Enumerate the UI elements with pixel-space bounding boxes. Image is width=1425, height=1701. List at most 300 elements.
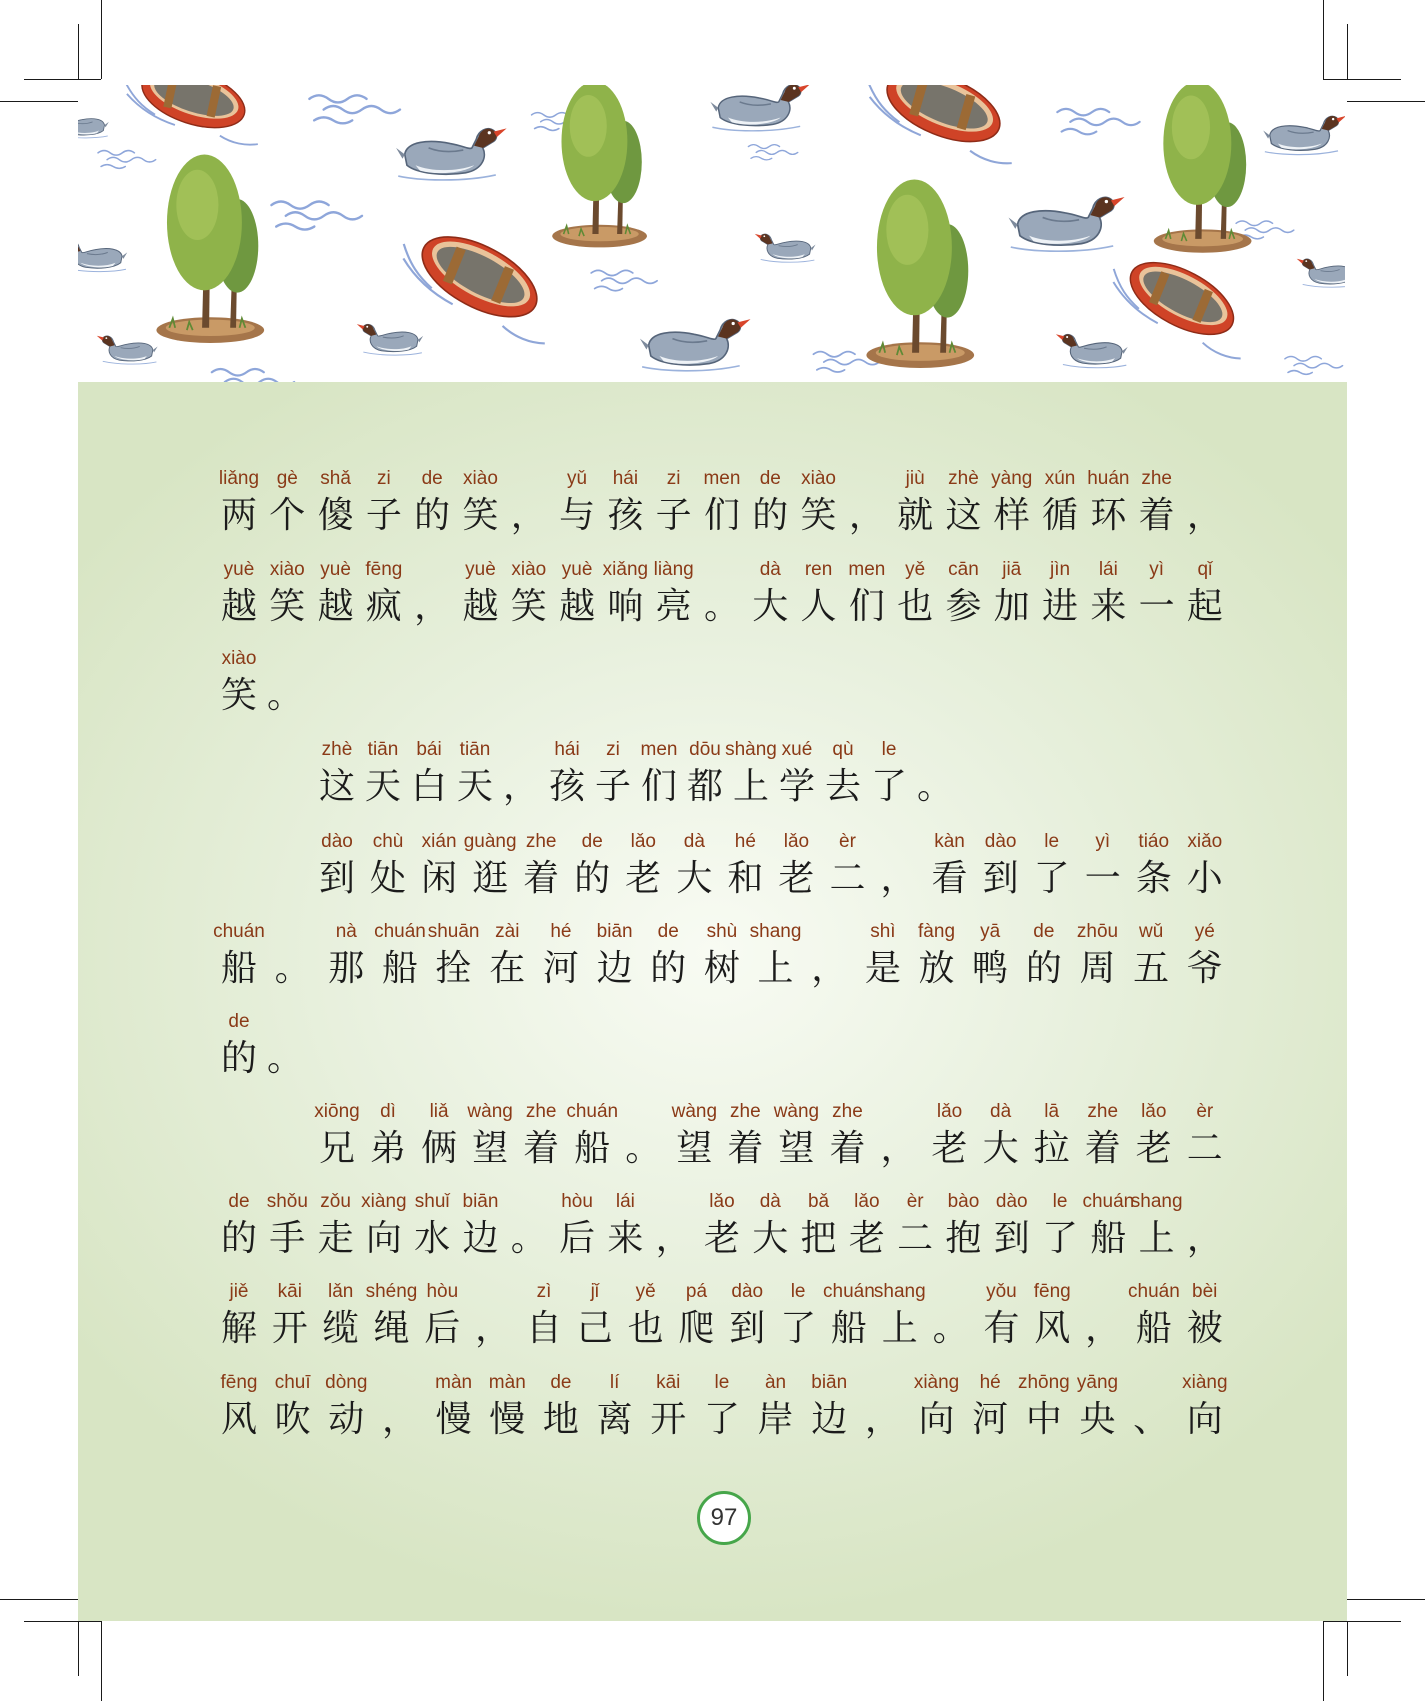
hanzi: 疯 xyxy=(365,586,402,627)
crop-mark xyxy=(1323,79,1401,80)
pinyin: xiǎng xyxy=(602,559,649,580)
punctuation-unit xyxy=(262,1010,308,1081)
ruby-unit xyxy=(554,1190,600,1261)
hanzi: 也 xyxy=(897,586,934,627)
hanzi: 的 xyxy=(220,1038,257,1079)
ruby-unit xyxy=(484,1371,530,1442)
ruby-unit xyxy=(314,738,360,809)
punctuation-unit xyxy=(377,1371,423,1442)
ruby-unit xyxy=(416,1100,462,1171)
river-pattern-illustration xyxy=(78,85,1345,382)
duck-illustration xyxy=(710,85,810,131)
crop-mark xyxy=(1347,101,1425,102)
text-line xyxy=(314,738,958,809)
pinyin: yé xyxy=(1194,921,1215,942)
pinyin: hé xyxy=(979,1372,1001,1393)
ruby-unit xyxy=(978,1280,1024,1351)
pinyin: men xyxy=(848,559,886,580)
hanzi: 们 xyxy=(640,766,677,807)
boat-illustration xyxy=(1101,240,1265,366)
hanzi: 绳 xyxy=(373,1308,410,1349)
ruby-unit xyxy=(1128,920,1174,991)
boat-illustration xyxy=(858,85,1033,171)
ruby-unit xyxy=(620,830,666,901)
hanzi: 天 xyxy=(456,766,493,807)
punctuation: ， xyxy=(811,948,848,989)
ruby-unit xyxy=(1029,1280,1075,1351)
water-ripple-illustration xyxy=(309,95,400,123)
water-ripple-illustration xyxy=(212,369,294,382)
ruby-unit xyxy=(1182,1100,1228,1171)
ruby-unit xyxy=(1182,920,1228,991)
punctuation-unit xyxy=(498,738,544,809)
pinyin: hái xyxy=(554,739,580,760)
duck-illustration xyxy=(97,336,158,364)
hanzi: 了 xyxy=(703,1399,740,1440)
water-ripple-illustration xyxy=(591,270,657,290)
pinyin: hòu xyxy=(426,1281,459,1302)
pinyin: zi xyxy=(666,468,681,489)
pinyin: shuǐ xyxy=(414,1191,450,1212)
ruby-unit xyxy=(914,920,960,991)
pinyin: xiào xyxy=(269,559,305,580)
punctuation-unit xyxy=(699,558,745,629)
punctuation-unit xyxy=(928,1280,974,1351)
hanzi: 走 xyxy=(317,1218,354,1259)
hanzi: 是 xyxy=(864,948,901,989)
hanzi: 循 xyxy=(1042,495,1079,536)
ruby-unit xyxy=(1134,558,1180,629)
ruby-unit xyxy=(823,1280,875,1351)
hanzi: 船 xyxy=(381,948,418,989)
hanzi: 和 xyxy=(727,858,764,899)
pinyin: xiǎo xyxy=(1187,831,1223,852)
ruby-unit xyxy=(747,467,793,538)
pinyin: le xyxy=(790,1281,806,1302)
hanzi: 两 xyxy=(220,495,257,536)
pinyin: guàng xyxy=(463,831,517,852)
ruby-unit xyxy=(844,558,890,629)
duck-illustration xyxy=(1009,197,1125,251)
hanzi: 了 xyxy=(1033,858,1070,899)
hanzi: 一 xyxy=(1138,586,1175,627)
punctuation: ， xyxy=(1085,1308,1122,1349)
hanzi: 放 xyxy=(918,948,955,989)
pinyin: liǎ xyxy=(429,1101,449,1122)
ruby-unit xyxy=(313,1190,359,1261)
hanzi: 着 xyxy=(1138,495,1175,536)
text-line xyxy=(216,1371,1228,1442)
pinyin: shì xyxy=(870,921,896,942)
pinyin: xiào xyxy=(511,559,547,580)
hanzi: 地 xyxy=(542,1399,579,1440)
ruby-unit xyxy=(521,1280,567,1351)
ruby-unit xyxy=(824,830,870,901)
punctuation-unit xyxy=(470,1280,516,1351)
ruby-unit xyxy=(892,558,938,629)
hanzi: 到 xyxy=(318,858,355,899)
punctuation-unit xyxy=(270,920,316,991)
punctuation-unit xyxy=(409,558,455,629)
ruby-unit xyxy=(569,830,615,901)
pinyin: dōu xyxy=(689,739,721,760)
punctuation-unit xyxy=(860,1371,906,1442)
pinyin: jiù xyxy=(905,468,925,489)
hanzi: 向 xyxy=(918,1399,955,1440)
ruby-unit xyxy=(572,1280,618,1351)
hanzi: 一 xyxy=(1084,858,1121,899)
hanzi: 着 xyxy=(727,1128,764,1169)
tree-illustration xyxy=(1154,85,1252,253)
pinyin: bǎ xyxy=(807,1191,830,1212)
punctuation-unit xyxy=(876,830,922,901)
pinyin: bào xyxy=(947,1191,980,1212)
pinyin: hái xyxy=(612,468,639,489)
hanzi: 船 xyxy=(1135,1308,1172,1349)
pinyin: xiōng xyxy=(314,1101,360,1122)
pinyin: biān xyxy=(811,1372,848,1393)
pinyin: kāi xyxy=(277,1281,302,1302)
ruby-unit xyxy=(1021,920,1067,991)
pinyin: shàng xyxy=(725,739,777,760)
pinyin: zhe xyxy=(1141,468,1172,489)
hanzi: 看 xyxy=(931,858,968,899)
punctuation-unit xyxy=(844,467,890,538)
hanzi: 船 xyxy=(1090,1218,1127,1259)
pinyin: shang xyxy=(873,1281,926,1302)
hanzi: 们 xyxy=(848,586,885,627)
hanzi: 二 xyxy=(1186,1128,1223,1169)
ruby-unit xyxy=(314,830,360,901)
hanzi: 到 xyxy=(982,858,1019,899)
ruby-unit xyxy=(725,738,777,809)
ruby-unit xyxy=(1085,558,1131,629)
punctuation: ， xyxy=(848,495,885,536)
ruby-unit xyxy=(699,920,745,991)
pinyin: fēng xyxy=(1033,1281,1071,1302)
crop-mark xyxy=(1323,1621,1324,1701)
ruby-unit xyxy=(1085,467,1131,538)
ruby-unit xyxy=(538,920,584,991)
punctuation-unit xyxy=(506,467,552,538)
pinyin: qù xyxy=(832,739,854,760)
hanzi: 鸭 xyxy=(972,948,1009,989)
punctuation-unit xyxy=(651,1190,697,1261)
punctuation: ， xyxy=(880,1128,917,1169)
ruby-unit xyxy=(1080,1100,1126,1171)
pinyin: zi xyxy=(606,739,620,760)
hanzi: 的 xyxy=(752,495,789,536)
pinyin: liàng xyxy=(653,559,694,580)
hanzi: 边 xyxy=(811,1399,848,1440)
crop-mark xyxy=(1347,24,1348,79)
duck-illustration xyxy=(755,234,816,262)
ruby-unit xyxy=(645,1371,691,1442)
ruby-unit xyxy=(623,1280,669,1351)
pinyin: zǒu xyxy=(320,1191,351,1212)
duck-illustration xyxy=(1297,259,1345,287)
hanzi: 爬 xyxy=(678,1308,715,1349)
boat-illustration xyxy=(389,211,572,351)
pinyin: zhe xyxy=(525,831,557,852)
pinyin: lái xyxy=(615,1191,635,1212)
pinyin: lí xyxy=(609,1372,620,1393)
pinyin: dào xyxy=(984,831,1017,852)
hanzi: 河 xyxy=(542,948,579,989)
crop-mark xyxy=(1347,1599,1425,1600)
ruby-unit xyxy=(365,1100,411,1171)
pinyin: biān xyxy=(462,1191,499,1212)
hanzi: 二 xyxy=(829,858,866,899)
hanzi: 己 xyxy=(576,1308,613,1349)
pinyin: qǐ xyxy=(1197,559,1213,580)
pinyin: chuán xyxy=(566,1101,619,1122)
pinyin: lǎo xyxy=(783,831,810,852)
ruby-unit xyxy=(1182,830,1228,901)
ruby-unit xyxy=(1037,467,1083,538)
hanzi: 边 xyxy=(462,1218,499,1259)
ruby-unit xyxy=(824,1100,870,1171)
pinyin: yàng xyxy=(991,468,1033,489)
punctuation: 。 xyxy=(510,1218,547,1259)
pinyin: gè xyxy=(276,468,298,489)
pinyin: chuī xyxy=(274,1372,311,1393)
pinyin: cān xyxy=(948,559,979,580)
hanzi: 笑 xyxy=(220,675,257,716)
ruby-unit xyxy=(940,558,986,629)
ruby-unit xyxy=(592,920,638,991)
punctuation-unit xyxy=(1080,1280,1126,1351)
hanzi: 望 xyxy=(472,1128,509,1169)
pinyin: shéng xyxy=(365,1281,418,1302)
ruby-unit xyxy=(406,738,452,809)
ruby-unit xyxy=(1128,1280,1180,1351)
ruby-unit xyxy=(914,1371,960,1442)
hanzi: 越 xyxy=(317,586,354,627)
water-ripple-illustration xyxy=(98,151,156,169)
hanzi: 后 xyxy=(559,1218,596,1259)
ruby-unit xyxy=(989,1190,1035,1261)
hanzi: 央 xyxy=(1079,1399,1116,1440)
hanzi: 大 xyxy=(752,586,789,627)
hanzi: 人 xyxy=(800,586,837,627)
hanzi: 都 xyxy=(686,766,723,807)
punctuation: ， xyxy=(1186,1218,1223,1259)
pinyin: zhe xyxy=(730,1101,761,1122)
pinyin: nà xyxy=(335,921,357,942)
ruby-unit xyxy=(213,920,265,991)
text-line xyxy=(314,1100,1228,1171)
hanzi: 进 xyxy=(1042,586,1079,627)
ruby-unit xyxy=(699,1371,745,1442)
pinyin: yuè xyxy=(223,559,255,580)
ruby-unit xyxy=(1029,830,1075,901)
pinyin: shù xyxy=(706,921,738,942)
ruby-unit xyxy=(651,558,697,629)
hanzi: 逛 xyxy=(472,858,509,899)
pinyin: fàng xyxy=(918,921,956,942)
pinyin: liǎng xyxy=(218,468,260,489)
ruby-unit xyxy=(374,920,426,991)
pinyin: lǎo xyxy=(630,831,656,852)
hanzi: 河 xyxy=(972,1399,1009,1440)
ruby-unit xyxy=(361,558,407,629)
pinyin: hé xyxy=(550,921,572,942)
ruby-unit xyxy=(671,830,717,901)
pinyin: zhè xyxy=(948,468,979,489)
hanzi: 笑 xyxy=(462,495,499,536)
ruby-unit xyxy=(590,738,636,809)
pinyin: yǒu xyxy=(986,1281,1017,1302)
ruby-unit xyxy=(774,738,820,809)
pinyin: yuè xyxy=(465,559,496,580)
pinyin: fēng xyxy=(365,559,403,580)
hanzi: 吹 xyxy=(274,1399,311,1440)
pinyin: le xyxy=(1052,1191,1068,1212)
pinyin: fēng xyxy=(220,1372,258,1393)
ruby-unit xyxy=(602,467,648,538)
water-ripple-illustration xyxy=(1285,357,1343,375)
hanzi: 到 xyxy=(993,1218,1030,1259)
ruby-unit xyxy=(753,1371,799,1442)
ruby-unit xyxy=(538,1371,584,1442)
hanzi: 开 xyxy=(271,1308,308,1349)
hanzi: 的 xyxy=(220,1218,257,1259)
ruby-unit xyxy=(360,738,406,809)
pinyin: yì xyxy=(1095,831,1111,852)
duck-illustration xyxy=(1263,116,1345,155)
pinyin: lā xyxy=(1044,1101,1060,1122)
pinyin: jiā xyxy=(1002,559,1022,580)
hanzi: 老 xyxy=(778,858,815,899)
hanzi: 大 xyxy=(752,1218,789,1259)
page-number: 97 xyxy=(697,1491,751,1545)
ruby-unit xyxy=(216,647,262,718)
pinyin: dòng xyxy=(325,1372,368,1393)
punctuation: ， xyxy=(414,586,451,627)
ruby-unit xyxy=(361,1190,407,1261)
pinyin: yā xyxy=(980,921,1001,942)
ruby-unit xyxy=(1131,830,1177,901)
hanzi: 条 xyxy=(1135,858,1172,899)
crop-mark xyxy=(101,0,102,79)
hanzi: 着 xyxy=(523,1128,560,1169)
hanzi: 后 xyxy=(424,1308,461,1349)
hanzi: 把 xyxy=(800,1218,837,1259)
punctuation-unit xyxy=(1128,1371,1174,1442)
pinyin: de xyxy=(759,468,781,489)
tree-illustration xyxy=(156,155,264,343)
pinyin: chuán xyxy=(374,921,426,942)
hanzi: 白 xyxy=(410,766,447,807)
pinyin: de xyxy=(228,1011,250,1032)
pinyin: wǔ xyxy=(1139,921,1164,942)
ruby-unit xyxy=(264,558,310,629)
pinyin: shǒu xyxy=(266,1191,308,1212)
hanzi: 样 xyxy=(993,495,1030,536)
pinyin: dà xyxy=(759,1191,781,1212)
ruby-unit xyxy=(796,1190,842,1261)
hanzi: 上 xyxy=(732,766,769,807)
hanzi: 们 xyxy=(703,495,740,536)
hanzi: 大 xyxy=(982,1128,1019,1169)
ruby-unit xyxy=(1029,1100,1075,1171)
pinyin: jiě xyxy=(229,1281,249,1302)
ruby-unit xyxy=(892,467,938,538)
punctuation-unit xyxy=(912,738,958,809)
hanzi: 船 xyxy=(574,1128,611,1169)
ruby-unit xyxy=(645,920,691,991)
hanzi: 向 xyxy=(365,1218,402,1259)
ruby-unit xyxy=(1082,1190,1135,1261)
ruby-unit xyxy=(682,738,728,809)
ruby-unit xyxy=(989,467,1035,538)
hanzi: 老 xyxy=(625,858,662,899)
hanzi: 慢 xyxy=(435,1399,472,1440)
pinyin: men xyxy=(640,739,678,760)
text-line xyxy=(216,1010,308,1081)
ruby-unit xyxy=(267,1280,313,1351)
ruby-unit xyxy=(323,1371,369,1442)
pinyin: zhe xyxy=(832,1101,863,1122)
header-illustration xyxy=(78,85,1345,382)
water-ripple-illustration xyxy=(271,202,362,230)
ruby-unit xyxy=(927,830,973,901)
ruby-unit xyxy=(699,467,745,538)
ruby-unit xyxy=(747,558,793,629)
ruby-unit xyxy=(773,830,819,901)
pinyin: de xyxy=(1033,921,1055,942)
pinyin: chuán xyxy=(213,921,265,942)
crop-mark xyxy=(24,79,101,80)
crop-mark xyxy=(101,1621,102,1701)
punctuation: 。 xyxy=(266,1038,303,1079)
text-line xyxy=(213,920,1228,991)
ruby-unit xyxy=(749,920,802,991)
hanzi: 兄 xyxy=(318,1128,355,1169)
hanzi: 到 xyxy=(729,1308,766,1349)
hanzi: 参 xyxy=(945,586,982,627)
hanzi: 在 xyxy=(489,948,526,989)
hanzi: 望 xyxy=(778,1128,815,1169)
ruby-unit xyxy=(773,1100,819,1171)
pinyin: dì xyxy=(380,1101,396,1122)
punctuation: 。 xyxy=(703,586,740,627)
ruby-unit xyxy=(566,1100,619,1171)
ruby-unit xyxy=(264,467,310,538)
hanzi: 这 xyxy=(945,495,982,536)
ruby-unit xyxy=(592,1371,638,1442)
ruby-unit xyxy=(216,1010,262,1081)
ruby-unit xyxy=(216,1280,262,1351)
tree-illustration xyxy=(552,85,647,247)
ruby-unit xyxy=(216,467,262,538)
ruby-unit xyxy=(544,738,590,809)
pinyin: yǔ xyxy=(567,468,588,489)
punctuation: 。 xyxy=(932,1308,969,1349)
ruby-unit xyxy=(796,467,842,538)
pinyin: zhe xyxy=(1087,1101,1119,1122)
pinyin: yě xyxy=(905,559,926,580)
pinyin: wàng xyxy=(773,1101,820,1122)
hanzi: 开 xyxy=(650,1399,687,1440)
pinyin: pá xyxy=(685,1281,708,1302)
ruby-unit xyxy=(967,1371,1013,1442)
pinyin: àn xyxy=(764,1372,787,1393)
hanzi: 子 xyxy=(594,766,631,807)
ruby-unit xyxy=(967,920,1013,991)
hanzi: 树 xyxy=(703,948,740,989)
